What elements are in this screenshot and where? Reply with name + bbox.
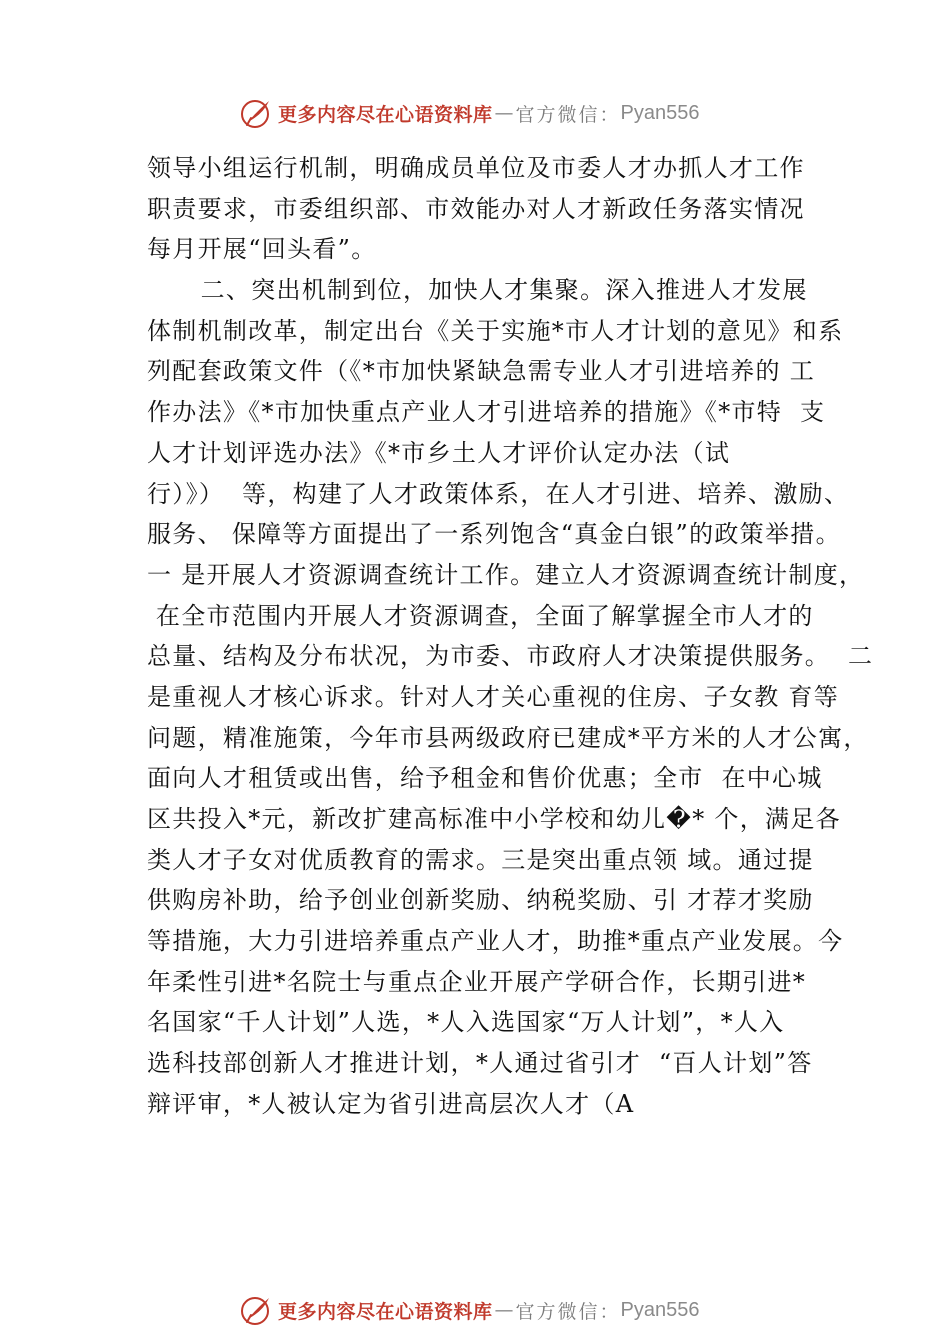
header-banner	[240, 93, 760, 133]
body-line: 选科技部创新人才推进计划，*人通过省引才 “百人计划”答	[147, 1049, 813, 1078]
footer-wechat-id: Pyan556	[620, 1298, 700, 1321]
header-brand-text: 更多内容尽在心语资料库	[278, 103, 493, 126]
body-line: 二、突出机制到位，加快人才集聚。深入推进人才发展	[147, 276, 808, 305]
body-line: 名国家“千人计划”人选，*人入选国家“万人计划”，*人入	[147, 1008, 785, 1037]
body-line: 人才计划评选办法》《*市乡土人才评价认定办法（试	[147, 438, 731, 467]
quill-pen-logo-icon	[240, 1293, 274, 1327]
body-line: 在全市范围内开展人才资源调查，全面了解掌握全市人才的	[147, 601, 814, 630]
body-line: 面向人才租赁或出售，给予租金和售价优惠；全市 在中心城	[147, 764, 823, 793]
header-official-label: 官方微信：	[515, 103, 621, 126]
footer-banner	[240, 1290, 760, 1330]
body-line: 类人才子女对优质教育的需求。三是突出重点领 域。通过提	[147, 845, 814, 874]
footer-dash: —	[494, 1299, 514, 1321]
body-line: 总量、结构及分布状况，为市委、市政府人才决策提供服务。 二	[147, 642, 874, 671]
body-line: 年柔性引进*名院士与重点企业开展产学研合作，长期引进*	[147, 967, 807, 996]
body-line: 区共投入*元，新改扩建高标准中小学校和幼儿�* 个，满足各	[147, 805, 841, 833]
body-line: 是重视人才核心诉求。针对人才关心重视的住房、子女教 育等	[147, 682, 840, 711]
body-line: 问题，精准施策，今年市县两级政府已建成*平方米的人才公寓，	[147, 723, 869, 752]
body-line: 体制机制改革，制定出台《关于实施*市人才计划的意见》和系	[147, 316, 844, 345]
body-line: 等措施，大力引进培养重点产业人才，助推*重点产业发展。今	[147, 927, 844, 956]
footer-brand-text: 更多内容尽在心语资料库	[278, 1300, 493, 1323]
body-line: 服务、 保障等方面提出了一系列饱含“真金白银”的政策举措。	[147, 520, 841, 549]
body-line: 领导小组运行机制，明确成员单位及市委人才办抓人才工作	[147, 154, 805, 182]
footer-official-label: 官方微信：	[515, 1300, 621, 1323]
quill-pen-logo-icon	[240, 96, 274, 130]
body-line: 每月开展“回头看”。	[147, 235, 377, 264]
header-dash: —	[494, 102, 514, 124]
body-line: 列配套政策文件（《*市加快紧缺急需专业人才引进培养的 工	[147, 357, 816, 386]
body-line: 职责要求，市委组织部、市效能办对人才新政任务落实情况	[147, 194, 805, 223]
body-line: 行）》） 等，构建了人才政策体系，在人才引进、培养、激励、	[147, 479, 850, 508]
body-line: 一 是开展人才资源调查统计工作。建立人才资源调查统计制度，	[147, 560, 865, 589]
header-wechat-id: Pyan556	[620, 101, 700, 124]
body-line: 辩评审，*人被认定为省引进高层次人才（A	[147, 1089, 635, 1118]
body-line: 供购房补助，给予创业创新奖励、纳税奖励、引 才荐才奖励	[147, 886, 814, 915]
body-line: 作办法》《*市加快重点产业人才引进培养的措施》《*市特 支	[147, 398, 826, 427]
document-body	[147, 148, 874, 1125]
